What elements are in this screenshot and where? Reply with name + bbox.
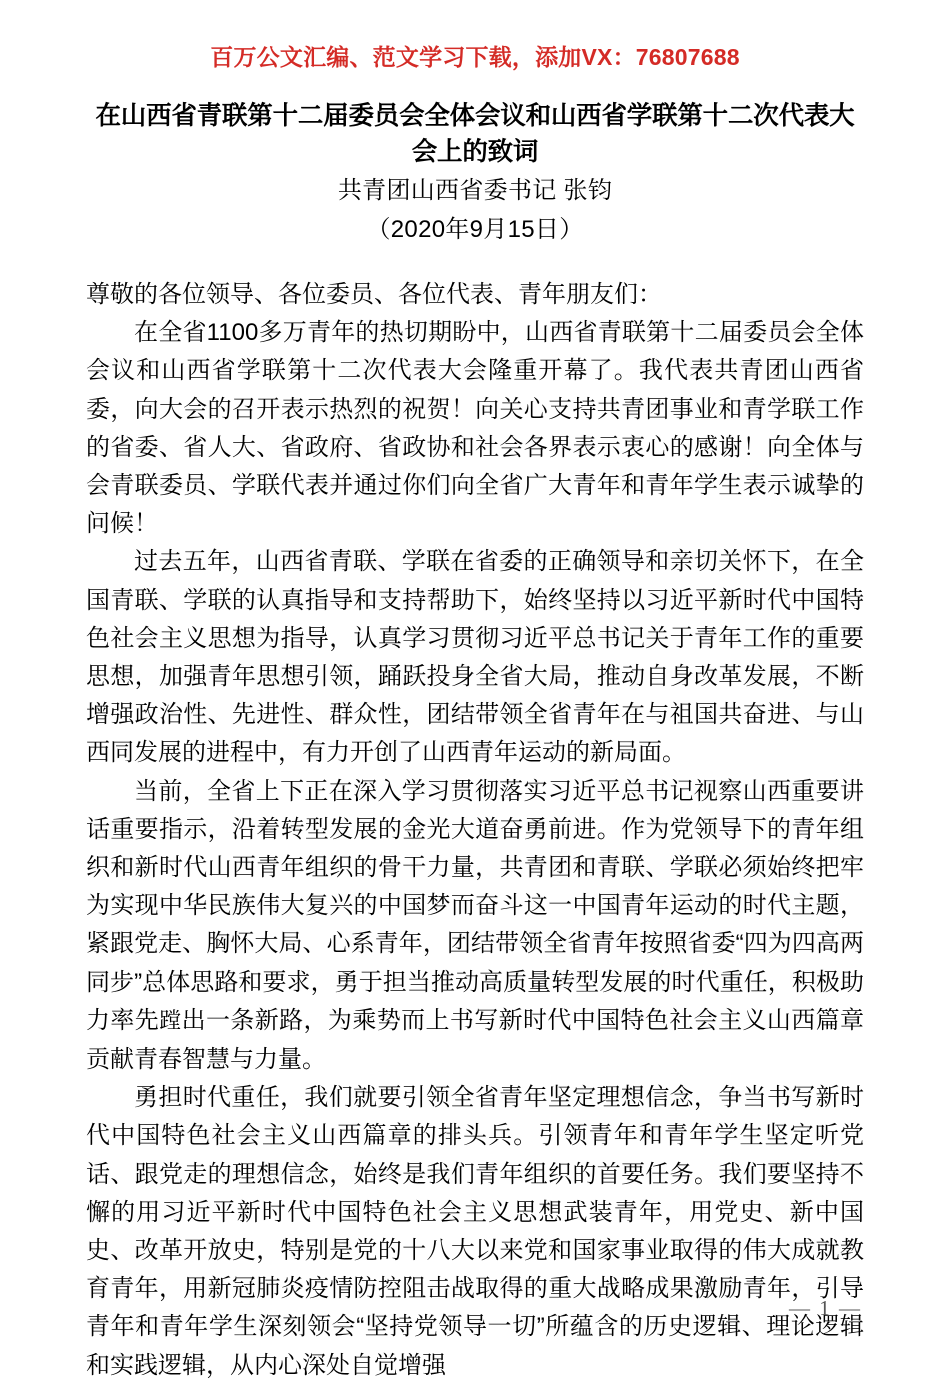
promo-banner: 百万公文汇编、范文学习下载，添加VX：76807688 (210, 44, 740, 70)
body-paragraph: 过去五年，山西省青联、学联在省委的正确领导和亲切关怀下，在全国青联、学联的认真指导和支持帮助下，始终坚持以习近平新时代中国特色社会主义思想为指导，认真学习贯彻习近平总书记关于青年工作的重要思想，加强青年思想引领，踊跃投身全省大局，推动自身改革发展，不断增强政治性、先进性、群众性，团结带领全省青年在与祖国共奋进、与山西同发展的进程中，有力开创了山西青年运动的新局面。 (86, 548, 864, 767)
salutation-line: 尊敬的各位领导、各位委员、各位代表、青年朋友们： (86, 281, 662, 308)
document-title: 在山西省青联第十二届委员会全体会议和山西省学联第十二次代表大会上的致词 (95, 102, 855, 167)
body-paragraph: 勇担时代重任，我们就要引领全省青年坚定理想信念，争当书写新时代中国特色社会主义山西篇章的排头兵。引领青年和青年学生坚定听党话、跟党走的理想信念，始终是我们青年组织的首要任务。我们要坚持不懈的用习近平新时代中国特色社会主义思想武装青年，用党史、新中国史、改革开放史，特别是党的十八大以来党和国家事业取得的伟大成就教育青年，用新冠肺炎疫情防控阻击战取得的重大战略成果激励青年，引导青年和青年学生深刻领会“坚持党领导一切”所蕴含的历史逻辑、理论逻辑和实践逻辑，从内心深处自觉增强 (86, 1084, 864, 1379)
body-paragraph: 当前，全省上下正在深入学习贯彻落实习近平总书记视察山西重要讲话重要指示，沿着转型发展的金光大道奋勇前进。作为党领导下的青年组织和新时代山西青年组织的骨干力量，共青团和青联、学联必须始终把牢为实现中华民族伟大复兴的中国梦而奋斗这一中国青年运动的时代主题，紧跟党走、胸怀大局、心系青年，团结带领全省青年按照省委“四为四高两同步”总体思路和要求，勇于担当推动高质量转型发展的时代重任，积极助力率先蹚出一条新路，为乘势而上书写新时代中国特色社会主义山西篇章贡献青春智慧与力量。 (86, 777, 865, 1074)
document-date: （2020年9月15日） (366, 215, 584, 243)
document-body (86, 276, 864, 1385)
document-byline: 共青团山西省委书记 张钧 (337, 177, 613, 205)
page-number: — 1 — (789, 1296, 862, 1320)
body-paragraph: 在全省1100多万青年的热切期盼中，山西省青联第十二届委员会全体会议和山西省学联第十二次代表大会隆重开幕了。我代表共青团山西省委，向大会的召开表示热烈的祝贺！向关心支持共青团事业和青学联工作的省委、省人大、省政府、省政协和社会各界表示衷心的感谢！向全体与会青联委员、学联代表并通过你们向全省广大青年和青年学生表示诚挚的问候！ (86, 319, 864, 538)
title-block (86, 98, 864, 248)
